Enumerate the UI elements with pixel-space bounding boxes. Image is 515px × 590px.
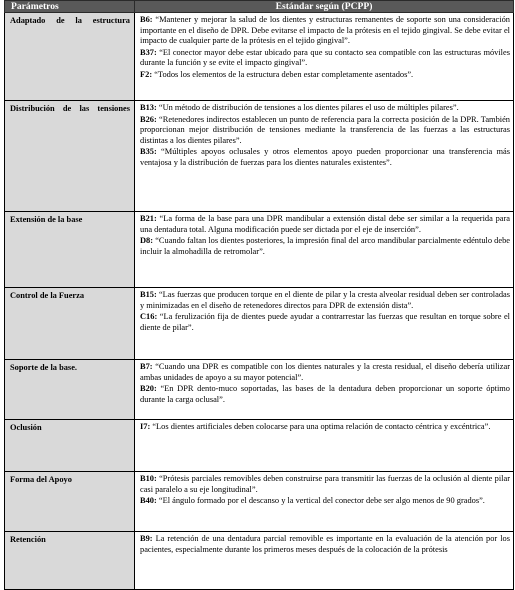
code-separator: : [150, 236, 156, 246]
standard-text: “En DPR dento-muco soportadas, las bases de la dentadura deben proporcionar un soporte óptimo durante la carga oclusal”. [140, 384, 510, 404]
parameter-cell [5, 532, 135, 590]
standard-code: I7 [140, 422, 148, 431]
code-separator: : [153, 474, 160, 483]
standard-text: “Prótesis parciales removibles deben construirse para transmitir las fuerzas de la oclusión al diente pilar casi paralelo a su eje longitudinal”. [140, 474, 511, 494]
table-header [5, 1, 514, 13]
code-separator: : [153, 384, 161, 394]
code-separator: : [149, 15, 156, 24]
standard-cell [135, 212, 514, 288]
standard-text: “La ferulización fija de dientes puede ayudar a contrarrestar las fuerzas que resultan en torque sobre el diente de pilar”. [140, 312, 510, 332]
standard-code: B21 [140, 214, 154, 223]
standard-cell [135, 360, 514, 420]
parameter-cell [5, 472, 135, 532]
standard-cell [135, 13, 514, 101]
standard-entry [140, 103, 510, 114]
standard-text: “Cuando faltan los dientes posteriores, la impresión final del arco mandibular parcialmente edéntulo debe incluir la almohadilla de retromolar”. [140, 236, 510, 256]
table-row [5, 360, 514, 420]
standard-code: B9 [140, 534, 150, 543]
standard-code: B7 [140, 362, 150, 371]
table-row [5, 420, 514, 472]
standard-text: “Retenedores indirectos establecen un punto de referencia para la correcta posición de la DPR. También proporcionan mejor distribución de tensiones mediante la transferencia de las fuerzas a las estructuras distintas a los dientes pilares”. [140, 114, 510, 145]
parameter-name: Forma del Apoyo [10, 475, 72, 484]
parameter-name: Adaptado de la estructura [10, 16, 130, 25]
standard-code: F2 [140, 69, 150, 79]
standard-text: “La forma de la base para una DPR mandibular a extensión distal debe ser similar a la requerida para una dentadura total. Alguna modificación puede ser dictada por el eje de inserción”. [140, 214, 510, 234]
parameter-cell [5, 212, 135, 288]
standard-cell [135, 288, 514, 360]
parameter-cell [5, 101, 135, 212]
standard-entry [140, 474, 510, 495]
code-separator: : [153, 103, 159, 112]
parameter-cell [5, 288, 135, 360]
code-separator: : [153, 114, 160, 124]
code-separator: : [153, 147, 162, 157]
table-body [5, 13, 514, 590]
parameter-name: Retención [10, 535, 46, 544]
document-page [4, 0, 513, 578]
parameter-name: Oclusión [10, 423, 42, 432]
standard-text: “Cuando una DPR es compatible con los dientes naturales y la cresta residual, el diseño debería utilizar ambas unidades de apoyo a su mayor potencial”. [140, 362, 510, 382]
code-separator: : [153, 47, 160, 57]
standard-code: B10 [140, 474, 154, 483]
parameter-name: Soporte de la base. [10, 363, 77, 372]
standard-entry [140, 70, 510, 81]
standard-text: “El conector mayor debe estar ubicado para que su contacto sea compatible con las estructuras móviles durante la función y se evite el impacto gingival”. [140, 47, 510, 68]
standard-cell [135, 532, 514, 590]
standard-code: B40 [140, 496, 154, 506]
parameter-cell [5, 360, 135, 420]
standard-entry [140, 534, 510, 555]
standard-text: “Mantener y mejorar la salud de los dientes y estructuras remanentes de soporte son una consideración importante en el diseño de DPR. Debe evitarse el impacto de la prótesis en el tejido gingival. Se debe evitar el impacto de cualquier parte de la prótesis en el tejido gingival”. [140, 15, 510, 46]
standard-code: B26 [140, 114, 154, 124]
standard-entry [140, 422, 510, 433]
table-row [5, 212, 514, 288]
table-row [5, 288, 514, 360]
standard-text: “Un método de distribución de tensiones a los dientes pilares el uso de múltiples pilares”. [158, 103, 459, 112]
standard-code: B20 [140, 384, 154, 394]
standard-text: “Las fuerzas que producen torque en el diente de pilar y la cresta alveolar residual deben ser controladas y minimizadas en el diseño de retenedores directos para DPR de extensión dista”. [140, 290, 510, 310]
code-separator: : [153, 214, 160, 223]
standard-text: “Los dientes artificiales deben colocarse para una optima relación de contacto céntrica y excéntrica”. [152, 422, 491, 431]
standard-entry [140, 290, 510, 311]
code-separator: : [149, 534, 156, 543]
table-row [5, 532, 514, 590]
standard-entry [140, 362, 510, 383]
standard-cell [135, 472, 514, 532]
parameter-name: Distribución de las tensiones [10, 104, 130, 113]
standard-entry [140, 48, 510, 69]
code-separator: : [149, 362, 156, 371]
parameter-name: Control de la Fuerza [10, 291, 85, 300]
parameter-name: Extensión de la base [10, 215, 83, 224]
standard-text: La retención de una dentadura parcial removible es importante en la evaluación de la atención por los pacientes, especialmente durante los primeros meses después de la colocación de la prótesis [140, 534, 510, 554]
standard-code: B6 [140, 15, 150, 24]
standard-entry [140, 147, 510, 168]
standard-cell [135, 420, 514, 472]
standard-entry [140, 384, 510, 405]
standard-entry [140, 15, 510, 47]
standard-entry [140, 312, 510, 333]
standard-code: D8 [140, 236, 151, 246]
standard-text: “Todos los elementos de la estructura deben estar completamente asentados”. [154, 69, 414, 79]
standard-code: B37 [140, 47, 154, 57]
code-separator: : [149, 69, 155, 79]
standard-code: B35 [140, 147, 154, 157]
parameter-cell [5, 13, 135, 101]
header-estandar: Estándar según (PCPP) [135, 1, 514, 13]
standard-entry [140, 214, 510, 235]
standard-code: C16 [140, 312, 155, 322]
standard-entry [140, 496, 510, 507]
header-row [5, 1, 514, 13]
standard-cell [135, 101, 514, 212]
standard-entry [140, 115, 510, 147]
parameter-cell [5, 420, 135, 472]
standard-text: “Múltiples apoyos oclusales y otros elementos apoyo pueden proporcionar una transferencia más ventajosa y la distribución de fuerzas para los dientes naturales existentes”. [140, 147, 510, 167]
table-row [5, 101, 514, 212]
code-separator: : [153, 496, 159, 506]
standard-entry [140, 236, 510, 257]
table-row [5, 472, 514, 532]
code-separator: : [154, 312, 160, 322]
table-row [5, 13, 514, 101]
pcpp-standards-table [4, 0, 514, 590]
header-parametros: Parámetros [5, 1, 135, 13]
standard-code: B13 [140, 103, 154, 112]
standard-code: B15 [140, 290, 154, 299]
standard-text: “El ángulo formado por el descanso y la vertical del conector debe ser algo menos de 90 grados”. [158, 496, 485, 506]
code-separator: : [147, 422, 153, 431]
code-separator: : [153, 290, 159, 299]
